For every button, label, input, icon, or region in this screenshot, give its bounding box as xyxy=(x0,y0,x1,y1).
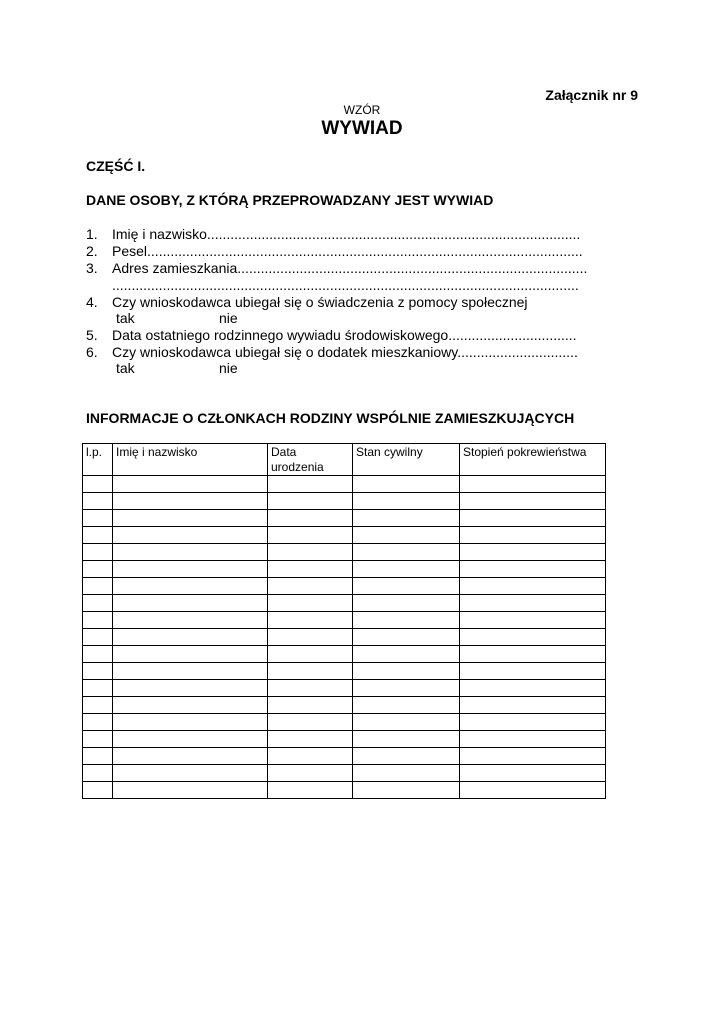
option-no[interactable]: nie xyxy=(219,310,238,326)
table-cell[interactable] xyxy=(353,493,460,510)
question-number: 6. xyxy=(86,344,98,360)
table-cell[interactable] xyxy=(460,748,606,765)
family-table-body xyxy=(83,476,606,799)
table-cell[interactable] xyxy=(353,544,460,561)
table-cell[interactable] xyxy=(113,680,268,697)
option-no[interactable]: nie xyxy=(219,360,238,376)
table-cell[interactable] xyxy=(83,680,113,697)
table-cell[interactable] xyxy=(268,680,353,697)
question-text: Data ostatniego rodzinnego wywiadu środowiskowego................................. xyxy=(112,327,577,343)
table-cell[interactable] xyxy=(268,663,353,680)
table-cell[interactable] xyxy=(353,697,460,714)
document-title: WYWIAD xyxy=(321,118,403,139)
table-cell[interactable] xyxy=(460,510,606,527)
table-cell[interactable] xyxy=(83,612,113,629)
question-text: Czy wnioskodawca ubiegał się o dodatek mieszkaniowy............................... xyxy=(112,344,578,360)
option-yes[interactable]: tak xyxy=(116,310,135,326)
question-social-assistance xyxy=(86,294,528,311)
table-cell[interactable] xyxy=(83,493,113,510)
table-cell[interactable] xyxy=(113,544,268,561)
table-row xyxy=(83,544,606,561)
table-cell[interactable] xyxy=(268,765,353,782)
family-members-table xyxy=(82,443,606,799)
table-row xyxy=(83,561,606,578)
table-cell[interactable] xyxy=(83,646,113,663)
table-cell[interactable] xyxy=(113,663,268,680)
table-cell[interactable] xyxy=(353,714,460,731)
family-section-heading: INFORMACJE O CZŁONKACH RODZINY WSPÓLNIE ZAMIESZKUJĄCYCH xyxy=(86,410,575,426)
table-row xyxy=(83,595,606,612)
table-row xyxy=(83,510,606,527)
table-cell[interactable] xyxy=(113,748,268,765)
table-cell[interactable] xyxy=(460,782,606,799)
table-cell[interactable] xyxy=(268,646,353,663)
column-header-name: Imię i nazwisko xyxy=(113,444,268,476)
column-header-lp: l.p. xyxy=(83,444,113,476)
table-cell[interactable] xyxy=(460,680,606,697)
question-address[interactable] xyxy=(86,260,587,277)
table-cell[interactable] xyxy=(353,476,460,493)
table-cell[interactable] xyxy=(460,663,606,680)
table-cell[interactable] xyxy=(83,731,113,748)
table-cell[interactable] xyxy=(113,697,268,714)
address-continuation-line[interactable]: ........................................................................................................................ xyxy=(112,277,579,293)
table-cell[interactable] xyxy=(83,595,113,612)
table-row xyxy=(83,714,606,731)
table-row xyxy=(83,527,606,544)
question-name[interactable] xyxy=(86,226,580,243)
table-cell[interactable] xyxy=(113,476,268,493)
table-cell[interactable] xyxy=(83,629,113,646)
template-label: WZÓR xyxy=(343,103,381,117)
question-number: 5. xyxy=(86,327,98,343)
table-cell[interactable] xyxy=(460,476,606,493)
table-cell[interactable] xyxy=(83,544,113,561)
table-cell[interactable] xyxy=(268,748,353,765)
table-row xyxy=(83,748,606,765)
table-row xyxy=(83,731,606,748)
table-cell[interactable] xyxy=(353,663,460,680)
question-last-interview-date[interactable] xyxy=(86,327,577,344)
table-row xyxy=(83,476,606,493)
table-cell[interactable] xyxy=(83,527,113,544)
question-text: Adres zamieszkania.......................................................................................... xyxy=(112,260,588,276)
table-cell[interactable] xyxy=(460,697,606,714)
table-row xyxy=(83,697,606,714)
table-cell[interactable] xyxy=(83,663,113,680)
table-cell[interactable] xyxy=(268,612,353,629)
table-cell[interactable] xyxy=(83,697,113,714)
table-cell[interactable] xyxy=(83,765,113,782)
question-text: Imię i nazwisko................................................................................................ xyxy=(112,226,581,242)
question-pesel[interactable] xyxy=(86,243,583,260)
table-row xyxy=(83,493,606,510)
option-yes[interactable]: tak xyxy=(116,360,135,376)
column-header-birth-date: Data urodzenia xyxy=(268,444,353,476)
table-cell[interactable] xyxy=(460,765,606,782)
table-cell[interactable] xyxy=(113,493,268,510)
question-text: Pesel................................................................................................................ xyxy=(112,243,583,259)
table-cell[interactable] xyxy=(460,714,606,731)
table-cell[interactable] xyxy=(460,578,606,595)
table-cell[interactable] xyxy=(113,646,268,663)
table-cell[interactable] xyxy=(353,782,460,799)
table-cell[interactable] xyxy=(113,765,268,782)
table-row xyxy=(83,629,606,646)
table-cell[interactable] xyxy=(353,748,460,765)
table-cell[interactable] xyxy=(460,629,606,646)
table-row xyxy=(83,612,606,629)
table-cell[interactable] xyxy=(83,561,113,578)
table-cell[interactable] xyxy=(353,646,460,663)
person-section-heading: DANE OSOBY, Z KTÓRĄ PRZEPROWADZANY JEST WYWIAD xyxy=(86,192,494,208)
question-text: Czy wnioskodawca ubiegał się o świadczenia z pomocy społecznej xyxy=(112,294,528,310)
table-cell[interactable] xyxy=(83,714,113,731)
table-cell[interactable] xyxy=(113,561,268,578)
table-cell[interactable] xyxy=(268,493,353,510)
table-cell[interactable] xyxy=(353,595,460,612)
question-housing-allowance[interactable] xyxy=(86,344,578,361)
table-cell[interactable] xyxy=(113,510,268,527)
question-number: 1. xyxy=(86,226,98,242)
table-cell[interactable] xyxy=(353,612,460,629)
table-cell[interactable] xyxy=(460,731,606,748)
table-cell[interactable] xyxy=(268,782,353,799)
question-number: 4. xyxy=(86,294,98,310)
table-cell[interactable] xyxy=(353,527,460,544)
table-cell[interactable] xyxy=(460,612,606,629)
table-cell[interactable] xyxy=(353,765,460,782)
table-cell[interactable] xyxy=(460,544,606,561)
table-cell[interactable] xyxy=(353,561,460,578)
table-cell[interactable] xyxy=(268,561,353,578)
column-header-marital-status: Stan cywilny xyxy=(353,444,460,476)
table-cell[interactable] xyxy=(460,527,606,544)
table-cell[interactable] xyxy=(268,544,353,561)
table-row xyxy=(83,680,606,697)
table-cell[interactable] xyxy=(83,782,113,799)
table-cell[interactable] xyxy=(268,629,353,646)
table-cell[interactable] xyxy=(83,510,113,527)
table-cell[interactable] xyxy=(268,476,353,493)
table-cell[interactable] xyxy=(113,578,268,595)
attachment-label: Załącznik nr 9 xyxy=(545,87,638,103)
table-cell[interactable] xyxy=(113,731,268,748)
table-cell[interactable] xyxy=(268,697,353,714)
table-cell[interactable] xyxy=(353,731,460,748)
table-header-row xyxy=(83,444,606,476)
table-row xyxy=(83,765,606,782)
table-cell[interactable] xyxy=(460,646,606,663)
table-cell[interactable] xyxy=(268,527,353,544)
table-cell[interactable] xyxy=(460,561,606,578)
table-cell[interactable] xyxy=(83,578,113,595)
table-cell[interactable] xyxy=(113,629,268,646)
table-cell[interactable] xyxy=(268,510,353,527)
table-row xyxy=(83,578,606,595)
table-cell[interactable] xyxy=(460,595,606,612)
table-cell[interactable] xyxy=(353,680,460,697)
question-number: 2. xyxy=(86,243,98,259)
table-cell[interactable] xyxy=(113,595,268,612)
table-cell[interactable] xyxy=(353,629,460,646)
table-cell[interactable] xyxy=(353,510,460,527)
part-heading: CZĘŚĆ I. xyxy=(86,158,146,174)
table-cell[interactable] xyxy=(268,578,353,595)
table-cell[interactable] xyxy=(460,493,606,510)
table-cell[interactable] xyxy=(113,714,268,731)
table-cell[interactable] xyxy=(113,782,268,799)
table-cell[interactable] xyxy=(268,714,353,731)
question-number: 3. xyxy=(86,260,98,276)
table-cell[interactable] xyxy=(353,578,460,595)
table-row xyxy=(83,646,606,663)
table-cell[interactable] xyxy=(113,612,268,629)
table-cell[interactable] xyxy=(83,748,113,765)
table-cell[interactable] xyxy=(83,476,113,493)
table-cell[interactable] xyxy=(268,731,353,748)
table-cell[interactable] xyxy=(113,527,268,544)
table-row xyxy=(83,782,606,799)
table-cell[interactable] xyxy=(268,595,353,612)
table-row xyxy=(83,663,606,680)
column-header-relationship: Stopień pokrewieństwa xyxy=(460,444,606,476)
